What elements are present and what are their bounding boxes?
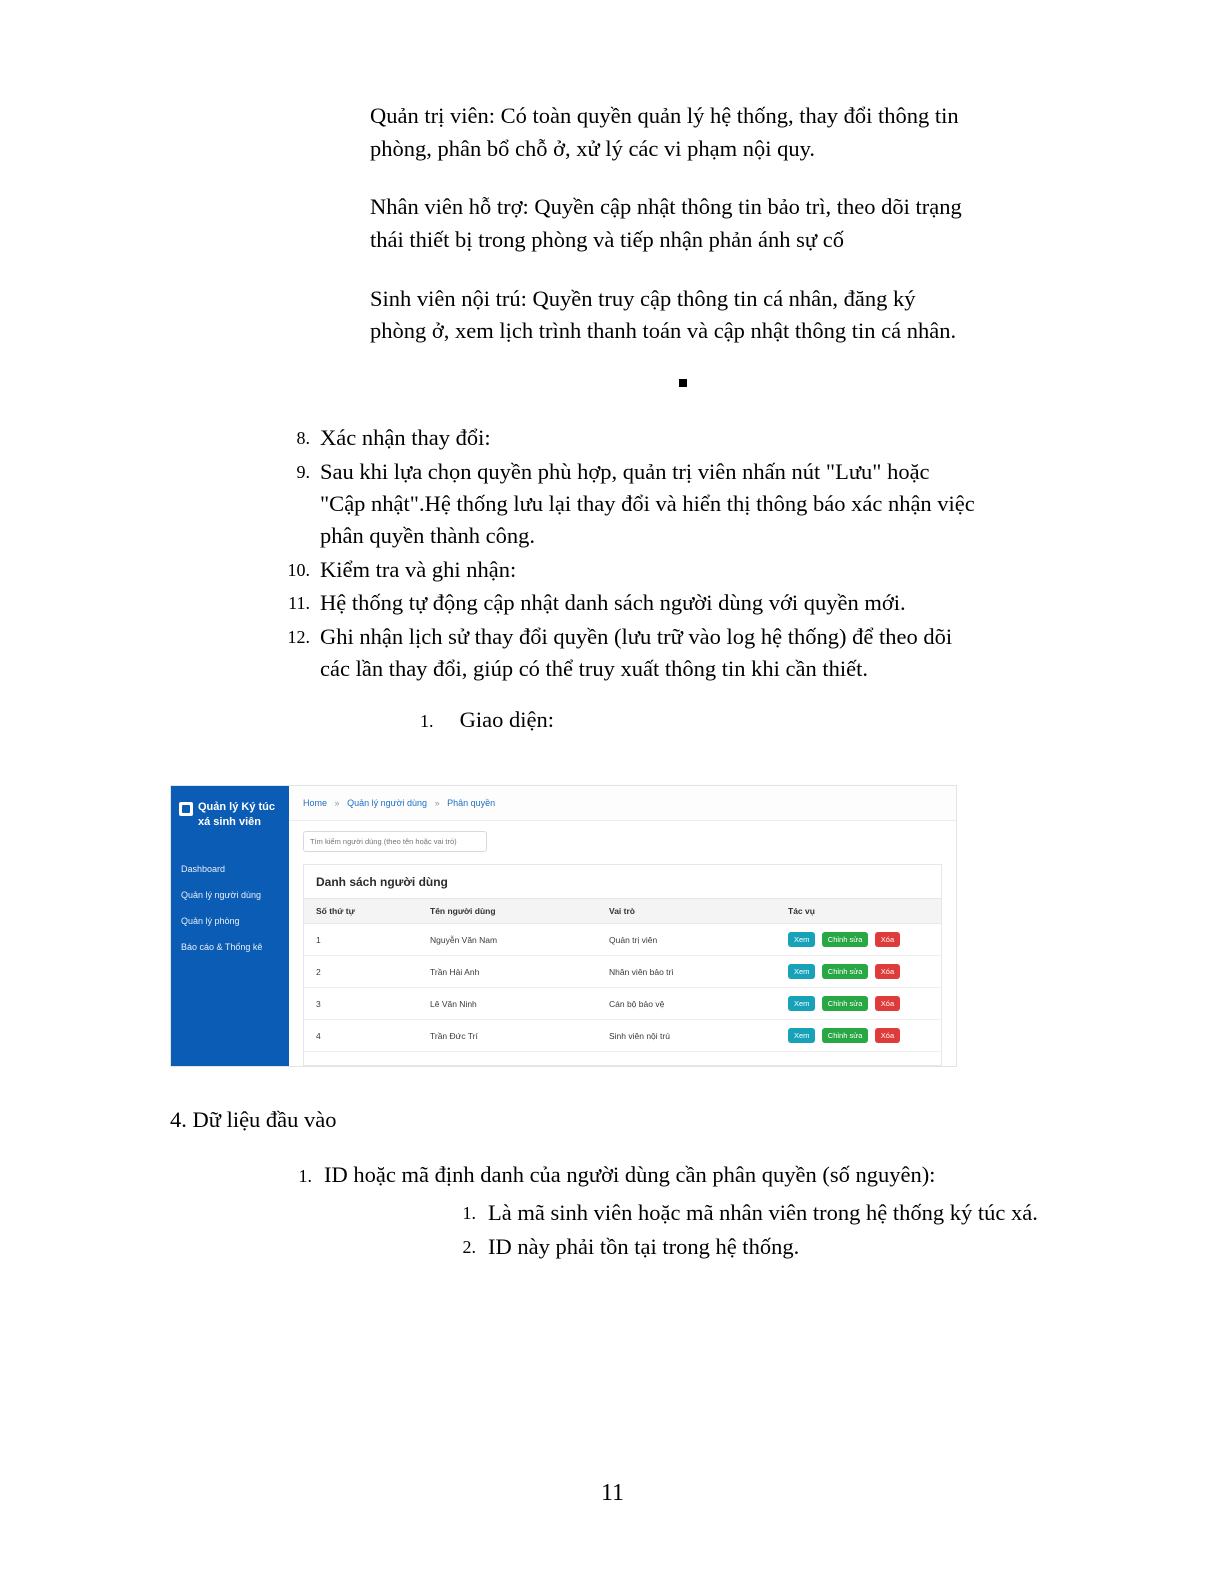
sub-list-item-text: ID này phải tồn tại trong hệ thống. xyxy=(488,1233,800,1259)
view-button[interactable]: Xem xyxy=(788,964,815,979)
edit-button[interactable]: Chỉnh sửa xyxy=(822,932,869,947)
column-header-actions: Tác vụ xyxy=(776,899,941,924)
sidebar-item-reports[interactable] xyxy=(171,934,289,960)
cell-role: Quản trị viên xyxy=(597,924,776,956)
brand-title: Quản lý Ký túc xá sinh viên xyxy=(198,801,276,829)
page-number: 11 xyxy=(600,1480,625,1506)
list-item-number: 11. xyxy=(288,593,310,614)
list-item xyxy=(280,1159,1085,1263)
edit-button[interactable]: Chỉnh sửa xyxy=(822,1028,869,1043)
list-item-number: 8. xyxy=(296,427,310,448)
list-item xyxy=(270,621,980,685)
sidebar-item-label: Quản lý người dùng xyxy=(181,889,261,900)
sidebar-item-label: Quản lý phòng xyxy=(181,915,240,926)
app-sidebar xyxy=(171,786,289,1066)
sub-list-item-text: Là mã sinh viên hoặc mã nhân viên trong hệ thống ký túc xá. xyxy=(488,1199,1038,1225)
delete-button[interactable]: Xóa xyxy=(875,932,900,947)
lower-list xyxy=(140,1159,1085,1263)
list-item xyxy=(270,587,980,619)
cell-actions xyxy=(776,988,941,1020)
list-item xyxy=(270,422,980,454)
sub-list-item-number: 2. xyxy=(462,1236,476,1257)
table-header-row xyxy=(304,899,941,924)
app-logo-icon xyxy=(179,802,193,816)
table-row xyxy=(304,956,941,988)
intro-paragraph-1: Quản trị viên: Có toàn quyền quản lý hệ thống, thay đổi thông tin phòng, phân bổ chỗ ở, xử lý các vi phạm nội quy. xyxy=(370,103,959,161)
sidebar-item-label: Dashboard xyxy=(181,863,226,874)
list-item xyxy=(270,456,980,552)
list-item-text: Xác nhận thay đổi: xyxy=(320,424,491,450)
column-header-name: Tên người dùng xyxy=(418,899,597,924)
cell-name: Nguyễn Văn Nam xyxy=(418,924,597,956)
list-item-text: Ghi nhận lịch sử thay đổi quyền (lưu trữ vào log hệ thống) để theo dõi các lần thay đổi, giúp có thể truy xuất thông tin khi cần thiết. xyxy=(320,624,953,682)
bullet-marker xyxy=(370,374,965,392)
list-item-number: 12. xyxy=(287,627,310,648)
delete-button[interactable]: Xóa xyxy=(875,996,900,1011)
section-heading: 4. Dữ liệu đầu vào xyxy=(170,1107,337,1133)
sidebar-item-user-management[interactable] xyxy=(171,882,289,908)
cell-stt: 3 xyxy=(304,988,418,1020)
column-header-stt: Số thứ tự xyxy=(304,899,418,924)
numbered-list xyxy=(140,422,1085,686)
cell-actions xyxy=(776,1020,941,1052)
cell-stt: 1 xyxy=(304,924,418,956)
list-item-number: 10. xyxy=(287,559,310,580)
user-list-panel xyxy=(303,864,942,1066)
column-header-role: Vai trò xyxy=(597,899,776,924)
cell-role: Sinh viên nội trú xyxy=(597,1020,776,1052)
cell-role: Cán bộ bảo vệ xyxy=(597,988,776,1020)
view-button[interactable]: Xem xyxy=(788,932,815,947)
breadcrumb-level3[interactable]: Phân quyền xyxy=(447,798,496,809)
breadcrumb-separator-icon: » xyxy=(334,798,340,809)
giao-dien-number: 1. xyxy=(420,711,434,732)
list-item-text: Hệ thống tự động cập nhật danh sách người dùng với quyền mới. xyxy=(320,590,906,616)
edit-button[interactable]: Chỉnh sửa xyxy=(822,996,869,1011)
intro-paragraph-3: Sinh viên nội trú: Quyền truy cập thông tin cá nhân, đăng ký phòng ở, xem lịch trình thanh toán và cập nhật thông tin cá nhân. xyxy=(370,285,957,344)
list-item-number: 1. xyxy=(298,1166,312,1187)
sidebar-item-dashboard[interactable] xyxy=(171,856,289,882)
breadcrumb-home[interactable]: Home xyxy=(303,798,328,809)
table-row xyxy=(304,924,941,956)
list-item-number: 9. xyxy=(296,461,310,482)
intro-paragraph-2: Nhân viên hỗ trợ: Quyền cập nhật thông tin bảo trì, theo dõi trạng thái thiết bị trong phòng và tiếp nhận phản ánh sự cố xyxy=(370,194,962,252)
giao-dien-heading xyxy=(420,707,1085,733)
list-item xyxy=(270,554,980,586)
sub-list-item xyxy=(444,1230,1085,1264)
list-item-text: ID hoặc mã định danh của người dùng cần phân quyền (số nguyên): xyxy=(324,1162,936,1188)
brand xyxy=(171,800,289,830)
app-main xyxy=(289,786,956,1066)
breadcrumb xyxy=(289,786,956,821)
table-row xyxy=(304,988,941,1020)
cell-name: Trần Đức Trí xyxy=(418,1020,597,1052)
cell-actions xyxy=(776,924,941,956)
breadcrumb-separator-icon: » xyxy=(434,798,440,809)
sub-list-item-number: 1. xyxy=(462,1202,476,1223)
table-row xyxy=(304,1020,941,1052)
delete-button[interactable]: Xóa xyxy=(875,1028,900,1043)
search-input[interactable] xyxy=(303,831,487,852)
sidebar-item-label: Báo cáo & Thống kê xyxy=(181,941,263,952)
list-item-text: Sau khi lựa chọn quyền phù hợp, quản trị viên nhấn nút "Lưu" hoặc "Cập nhật".Hệ thống lưu lại thay đổi và hiển thị thông báo xác nhận việc phân quyền thành công. xyxy=(320,458,975,548)
sub-list-item xyxy=(444,1196,1085,1230)
square-bullet-icon xyxy=(679,379,687,387)
lower-sublist xyxy=(324,1196,1085,1264)
cell-actions xyxy=(776,956,941,988)
cell-name: Lê Văn Ninh xyxy=(418,988,597,1020)
list-item-text: Kiểm tra và ghi nhận: xyxy=(320,556,517,582)
search-row xyxy=(289,821,956,858)
edit-button[interactable]: Chỉnh sửa xyxy=(822,964,869,979)
delete-button[interactable]: Xóa xyxy=(875,964,900,979)
intro-block xyxy=(370,100,965,392)
sidebar-item-room-management[interactable] xyxy=(171,908,289,934)
breadcrumb-level2[interactable]: Quản lý người dùng xyxy=(347,798,428,809)
users-table xyxy=(304,898,941,1052)
cell-stt: 4 xyxy=(304,1020,418,1052)
embedded-screenshot xyxy=(170,785,957,1067)
view-button[interactable]: Xem xyxy=(788,1028,815,1043)
view-button[interactable]: Xem xyxy=(788,996,815,1011)
giao-dien-label: Giao diện: xyxy=(459,707,554,733)
cell-name: Trần Hải Anh xyxy=(418,956,597,988)
cell-role: Nhân viên bảo trì xyxy=(597,956,776,988)
cell-stt: 2 xyxy=(304,956,418,988)
panel-title: Danh sách người dùng xyxy=(316,875,448,890)
